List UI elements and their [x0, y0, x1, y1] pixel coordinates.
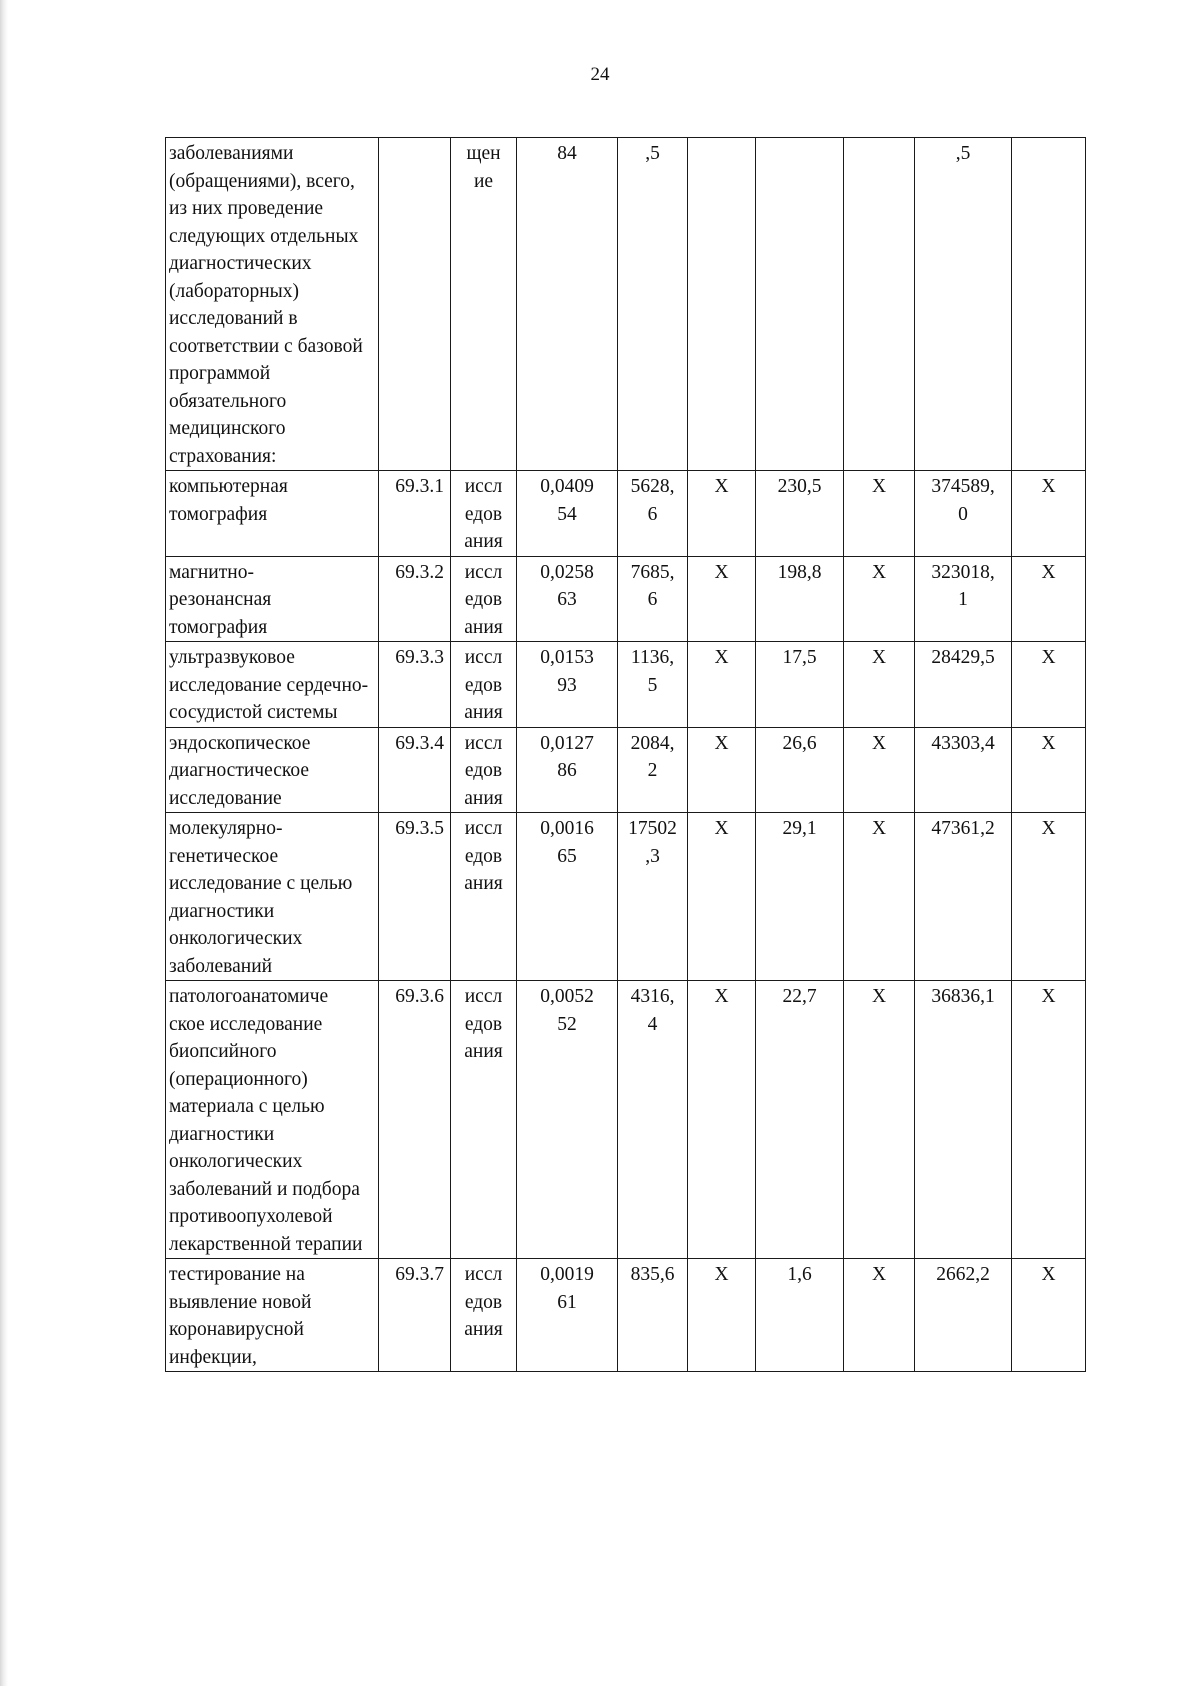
unit-cell: иссл едов ания	[451, 813, 517, 981]
col9-cell: 28429,5	[915, 642, 1012, 728]
unit-cell: иссл едов ания	[451, 642, 517, 728]
norm-cell: 0,0019 61	[517, 1259, 618, 1372]
col8-cell	[844, 138, 915, 471]
unit-cell: иссл едов ания	[451, 1259, 517, 1372]
col10-cell: Х	[1012, 642, 1086, 728]
norm-cell: 0,0153 93	[517, 642, 618, 728]
col9-cell: 2662,2	[915, 1259, 1012, 1372]
cost-cell: 17502 ,3	[618, 813, 688, 981]
col6-cell: Х	[688, 981, 756, 1259]
cost-cell: 1136, 5	[618, 642, 688, 728]
service-name-cell: компьютерная томография	[166, 471, 379, 557]
unit-cell: иссл едов ания	[451, 727, 517, 813]
row-code-cell: 69.3.7	[379, 1259, 451, 1372]
table-row	[166, 471, 1086, 557]
col8-cell: Х	[844, 981, 915, 1259]
cost-cell: 835,6	[618, 1259, 688, 1372]
cost-cell: 5628, 6	[618, 471, 688, 557]
col7-cell: 29,1	[756, 813, 844, 981]
table-row	[166, 642, 1086, 728]
norm-cell: 0,0052 52	[517, 981, 618, 1259]
row-code-cell: 69.3.3	[379, 642, 451, 728]
col7-cell: 22,7	[756, 981, 844, 1259]
col8-cell: Х	[844, 1259, 915, 1372]
col10-cell	[1012, 138, 1086, 471]
table-row	[166, 813, 1086, 981]
col10-cell: Х	[1012, 981, 1086, 1259]
unit-cell: иссл едов ания	[451, 556, 517, 642]
norm-cell: 0,0409 54	[517, 471, 618, 557]
col6-cell: Х	[688, 727, 756, 813]
col8-cell: Х	[844, 642, 915, 728]
col10-cell: Х	[1012, 556, 1086, 642]
unit-cell: иссл едов ания	[451, 471, 517, 557]
unit-cell: щен ие	[451, 138, 517, 471]
service-name-cell: заболеваниями (обращениями), всего, из них проведение следующих отдельных диагностических (лабораторных) исследований в соответствии с базовой программой обязательного медицинского страхования:	[166, 138, 379, 471]
table-body	[166, 138, 1086, 1372]
service-name-cell: патологоанатомиче ское исследование биопсийного (операционного) материала с целью диагностики онкологических заболеваний и подбора противоопухолевой лекарственной терапии	[166, 981, 379, 1259]
col6-cell: Х	[688, 556, 756, 642]
col6-cell	[688, 138, 756, 471]
col7-cell: 1,6	[756, 1259, 844, 1372]
tariff-table	[165, 137, 1086, 1372]
col9-cell: 374589, 0	[915, 471, 1012, 557]
norm-cell: 0,0258 63	[517, 556, 618, 642]
scan-edge	[0, 0, 8, 1686]
col7-cell: 26,6	[756, 727, 844, 813]
col9-cell: ,5	[915, 138, 1012, 471]
cost-cell: ,5	[618, 138, 688, 471]
col8-cell: Х	[844, 813, 915, 981]
col7-cell	[756, 138, 844, 471]
table-row	[166, 981, 1086, 1259]
service-name-cell: магнитно- резонансная томография	[166, 556, 379, 642]
row-code-cell: 69.3.6	[379, 981, 451, 1259]
row-code-cell	[379, 138, 451, 471]
col10-cell: Х	[1012, 727, 1086, 813]
page-number: 24	[590, 64, 610, 85]
row-code-cell: 69.3.4	[379, 727, 451, 813]
table-row	[166, 556, 1086, 642]
service-name-cell: молекулярно- генетическое исследование с целью диагностики онкологических заболеваний	[166, 813, 379, 981]
col10-cell: Х	[1012, 813, 1086, 981]
col6-cell: Х	[688, 642, 756, 728]
col9-cell: 43303,4	[915, 727, 1012, 813]
cost-cell: 7685, 6	[618, 556, 688, 642]
table-row	[166, 138, 1086, 471]
service-name-cell: ультразвуковое исследование сердечно- сосудистой системы	[166, 642, 379, 728]
service-name-cell: тестирование на выявление новой коронавирусной инфекции,	[166, 1259, 379, 1372]
col9-cell: 323018, 1	[915, 556, 1012, 642]
col10-cell: Х	[1012, 471, 1086, 557]
norm-cell: 84	[517, 138, 618, 471]
col7-cell: 17,5	[756, 642, 844, 728]
row-code-cell: 69.3.2	[379, 556, 451, 642]
row-code-cell: 69.3.1	[379, 471, 451, 557]
cost-cell: 2084, 2	[618, 727, 688, 813]
unit-cell: иссл едов ания	[451, 981, 517, 1259]
col8-cell: Х	[844, 471, 915, 557]
service-name-cell: эндоскопическое диагностическое исследование	[166, 727, 379, 813]
col7-cell: 198,8	[756, 556, 844, 642]
col8-cell: Х	[844, 727, 915, 813]
table-row	[166, 1259, 1086, 1372]
col8-cell: Х	[844, 556, 915, 642]
col6-cell: Х	[688, 813, 756, 981]
col7-cell: 230,5	[756, 471, 844, 557]
norm-cell: 0,0127 86	[517, 727, 618, 813]
norm-cell: 0,0016 65	[517, 813, 618, 981]
col6-cell: Х	[688, 1259, 756, 1372]
cost-cell: 4316, 4	[618, 981, 688, 1259]
col9-cell: 36836,1	[915, 981, 1012, 1259]
col10-cell: Х	[1012, 1259, 1086, 1372]
col6-cell: Х	[688, 471, 756, 557]
col9-cell: 47361,2	[915, 813, 1012, 981]
row-code-cell: 69.3.5	[379, 813, 451, 981]
table-row	[166, 727, 1086, 813]
